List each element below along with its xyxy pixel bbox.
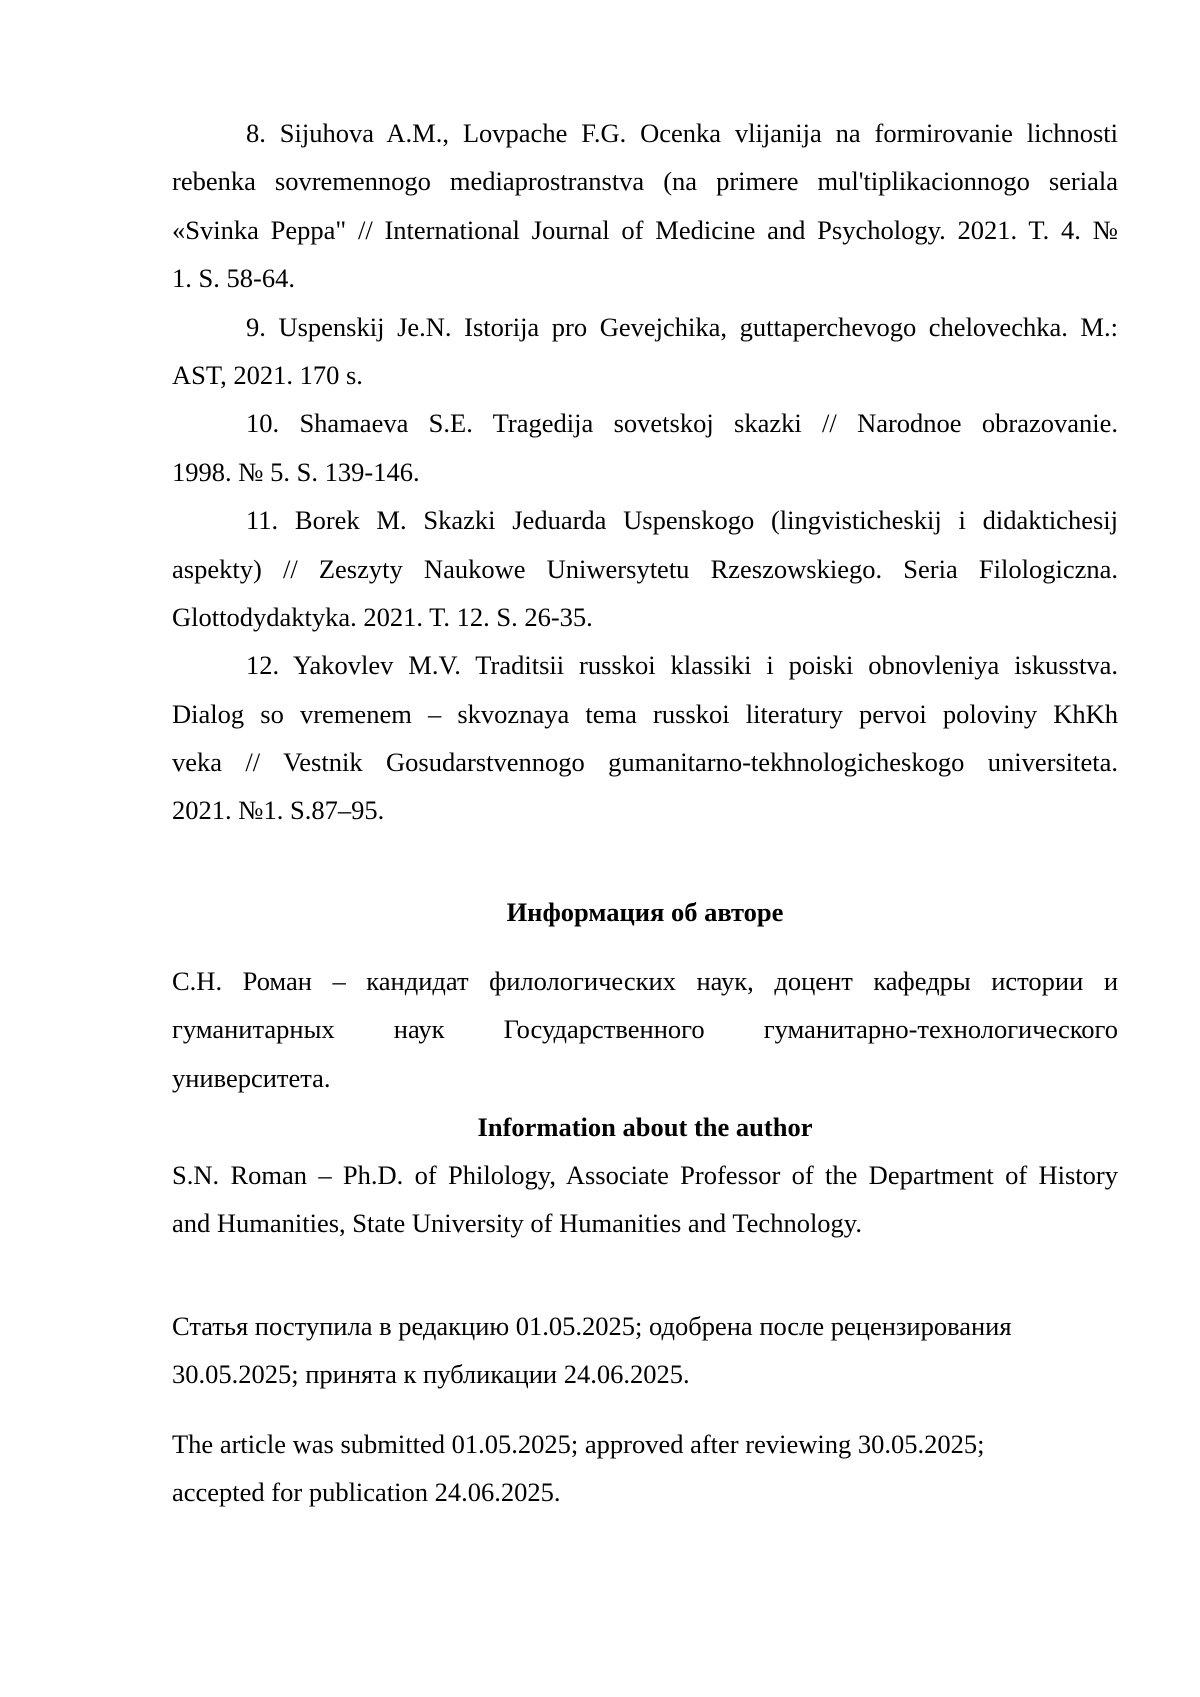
dates-line: The article was submitted 01.05.2025; approved after reviewing 30.05.2025; bbox=[172, 1420, 1118, 1468]
reference-line: AST, 2021. 170 s. bbox=[172, 351, 1118, 399]
dates-line: accepted for publication 24.06.2025. bbox=[172, 1468, 1118, 1516]
reference-line: Glottodydaktyka. 2021. T. 12. S. 26-35. bbox=[172, 593, 1118, 641]
article-dates-en bbox=[172, 1420, 1118, 1517]
reference-item bbox=[172, 399, 1118, 496]
reference-item bbox=[172, 641, 1118, 835]
author-info-line: and Humanities, State University of Humanities and Technology. bbox=[172, 1199, 1118, 1247]
author-info-line: С.Н. Роман – кандидат филологических наук, доцент кафедры истории и bbox=[172, 957, 1118, 1005]
reference-line: 12. Yakovlev M.V. Traditsii russkoi klassiki i poiski obnovleniya iskusstva. bbox=[172, 641, 1118, 689]
reference-line: 1998. № 5. S. 139-146. bbox=[172, 448, 1118, 496]
author-info-ru-heading-block bbox=[172, 888, 1118, 936]
author-info-line: S.N. Roman – Ph.D. of Philology, Associate Professor of the Department of History bbox=[172, 1151, 1118, 1199]
author-info-line: университета. bbox=[172, 1054, 1118, 1102]
reference-line: 9. Uspenskij Je.N. Istorija pro Gevejchika, guttaperchevogo chelovechka. M.: bbox=[172, 303, 1118, 351]
reference-line: 11. Borek M. Skazki Jeduarda Uspenskogo (lingvisticheskij i didaktichesij bbox=[172, 496, 1118, 544]
author-info-ru-heading: Информация об авторе bbox=[172, 888, 1118, 936]
reference-item bbox=[172, 496, 1118, 641]
reference-line: 10. Shamaeva S.E. Tragedija sovetskoj skazki // Narodnoe obrazovanie. bbox=[172, 399, 1118, 447]
dates-line: 30.05.2025; принята к публикации 24.06.2025. bbox=[172, 1350, 1118, 1398]
reference-line: aspekty) // Zeszyty Naukowe Uniwersytetu Rzeszowskiego. Seria Filologiczna. bbox=[172, 545, 1118, 593]
reference-line: veka // Vestnik Gosudarstvennogo gumanitarno-tekhnologicheskogo universiteta. bbox=[172, 738, 1118, 786]
reference-line: Dialog so vremenem – skvoznaya tema russkoi literatury pervoi poloviny KhKh bbox=[172, 690, 1118, 738]
reference-line: rebenka sovremennogo mediaprostranstva (na primere mul'tiplikacionnogo seriala bbox=[172, 157, 1118, 205]
reference-line: 2021. №1. S.87–95. bbox=[172, 786, 1118, 834]
reference-item bbox=[172, 109, 1118, 303]
author-info-line: гуманитарных наук Государственного гуманитарно-технологического bbox=[172, 1005, 1118, 1053]
dates-line: Статья поступила в редакцию 01.05.2025; одобрена после рецензирования bbox=[172, 1302, 1118, 1350]
author-info-en-heading: Information about the author bbox=[172, 1103, 1118, 1151]
author-info-en bbox=[172, 1151, 1118, 1248]
reference-line: «Svinka Peppa" // International Journal of Medicine and Psychology. 2021. T. 4. № bbox=[172, 206, 1118, 254]
author-info-ru bbox=[172, 957, 1118, 1102]
reference-line: 8. Sijuhova A.M., Lovpache F.G. Ocenka vlijanija na formirovanie lichnosti bbox=[172, 109, 1118, 157]
reference-list bbox=[172, 109, 1118, 835]
reference-line: 1. S. 58-64. bbox=[172, 254, 1118, 302]
reference-item bbox=[172, 303, 1118, 400]
author-info-en-heading-block bbox=[172, 1103, 1118, 1151]
article-dates-ru bbox=[172, 1302, 1118, 1399]
